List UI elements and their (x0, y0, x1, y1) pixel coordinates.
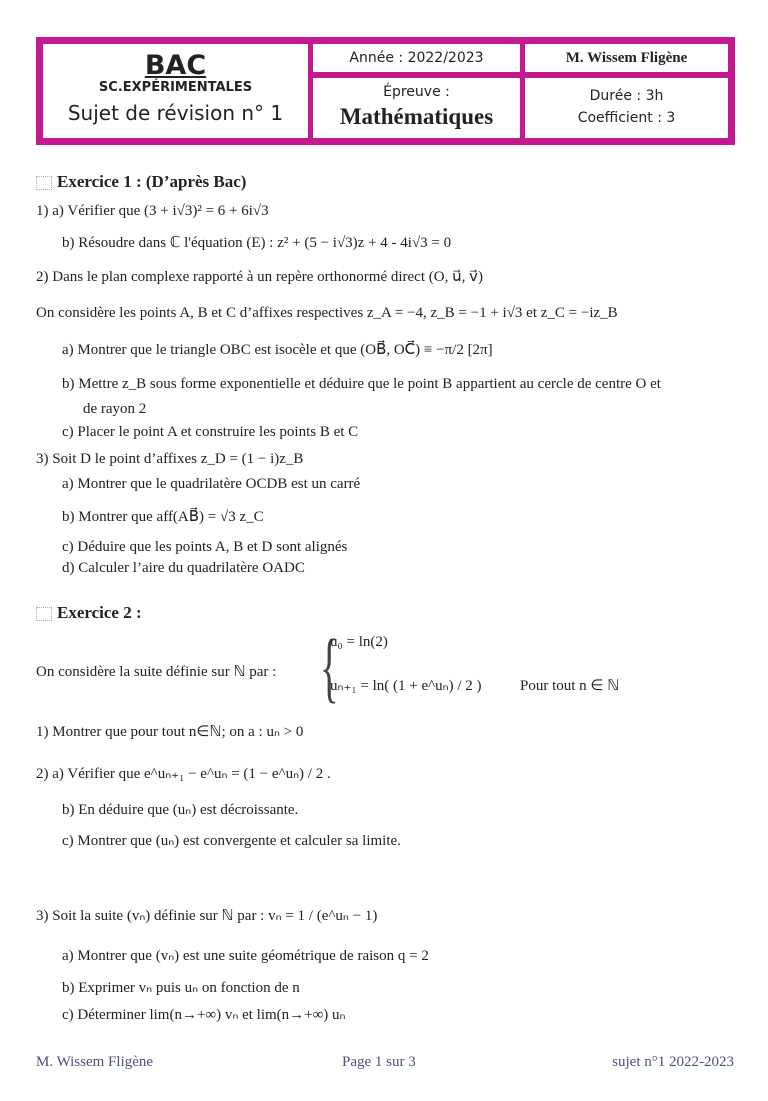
ex1-line: b) Montrer que aff(AB⃗) = √3 z_C (62, 509, 264, 525)
ex1-line: a) Montrer que le quadrilatère OCDB est un carré (62, 476, 361, 492)
duree-cell (524, 77, 729, 139)
ex1-line: d) Calculer l’aire du quadrilatère OADC (62, 560, 305, 576)
ex1-line: c) Placer le point A et construire les points B et C (62, 424, 359, 440)
ex2-line: c) Déterminer lim(n→+∞) vₙ et lim(n→+∞) uₙ (62, 1007, 346, 1023)
recurrence-def: uₙ₊₁ = ln( (1 + e^uₙ) / 2 ) (330, 678, 482, 694)
section: SC.EXPÉRIMENTALES (98, 80, 253, 95)
footer-page: Page 1 sur 3 (342, 1054, 416, 1070)
header-box (36, 37, 735, 145)
coefficient: Coefficient : 3 (577, 110, 676, 126)
ex1-line: de rayon 2 (83, 401, 147, 417)
bullet-icon (36, 607, 52, 621)
year: Année : 2022/2023 (312, 43, 521, 73)
bac-title: BAC (144, 50, 207, 81)
duree: Durée : 3h (589, 88, 664, 104)
ex2-line: c) Montrer que (uₙ) est convergente et calculer sa limite. (62, 833, 401, 849)
ex2-line: 3) Soit la suite (vₙ) définie sur ℕ par : vₙ = 1 / (e^uₙ − 1) (36, 908, 378, 924)
system-brace: { (320, 623, 339, 710)
ex1-line: b) Résoudre dans ℂ l'équation (E) : z² + (5 − i√3)z + 4 - 4i√3 = 0 (62, 235, 452, 251)
ex1-line: On considère les points A, B et C d’affixes respectives z_A = −4, z_B = −1 + i√3 et z_C = −iz_B (36, 305, 618, 321)
footer-ref: sujet n°1 2022-2023 (612, 1054, 734, 1070)
ex1-line: 3) Soit D le point d’affixes z_D = (1 − i)z_B (36, 451, 304, 467)
author: M. Wissem Fligène (524, 43, 729, 73)
for-all-n: Pour tout n ∈ ℕ (520, 678, 620, 694)
ex2-line: b) Exprimer vₙ puis uₙ on fonction de n (62, 980, 300, 996)
subject-title: Sujet de révision n° 1 (67, 101, 284, 125)
ex1-line: 1) a) Vérifier que (3 + i√3)² = 6 + 6i√3 (36, 203, 269, 219)
bac-cell (42, 43, 309, 139)
ex2-intro: On considère la suite définie sur ℕ par : (36, 664, 277, 680)
epreuve-label: Épreuve : (383, 84, 450, 100)
exercise-1-title-text: Exercice 1 : (D’après Bac) (57, 172, 247, 191)
ex1-line: c) Déduire que les points A, B et D sont alignés (62, 539, 348, 555)
exercise-2-title-text: Exercice 2 : (57, 603, 142, 622)
ex1-line: a) Montrer que le triangle OBC est isocèle et que (OB⃗, OC⃗) ≡ −π/2 [2π] (62, 342, 493, 358)
ex2-line: a) Montrer que (vₙ) est une suite géométrique de raison q = 2 (62, 948, 429, 964)
exercise-2-title (36, 603, 142, 623)
u0-def: u₀ = ln(2) (330, 634, 388, 650)
ex2-line: 2) a) Vérifier que e^uₙ₊₁ − e^uₙ = (1 − e^uₙ) / 2 . (36, 766, 331, 782)
ex2-line: b) En déduire que (uₙ) est décroissante. (62, 802, 299, 818)
ex2-line: 1) Montrer que pour tout n∈ℕ; on a : uₙ > 0 (36, 724, 304, 740)
exercise-1-title (36, 172, 246, 192)
ex1-line: 2) Dans le plan complexe rapporté à un repère orthonormé direct (O, u⃗, v⃗) (36, 269, 483, 285)
bullet-icon (36, 176, 52, 190)
ex1-line: b) Mettre z_B sous forme exponentielle et déduire que le point B appartient au cercle de centre O et (62, 376, 661, 392)
footer-author: M. Wissem Fligène (36, 1054, 154, 1070)
subject-name: Mathématiques (339, 104, 494, 129)
epreuve-cell (312, 77, 521, 139)
